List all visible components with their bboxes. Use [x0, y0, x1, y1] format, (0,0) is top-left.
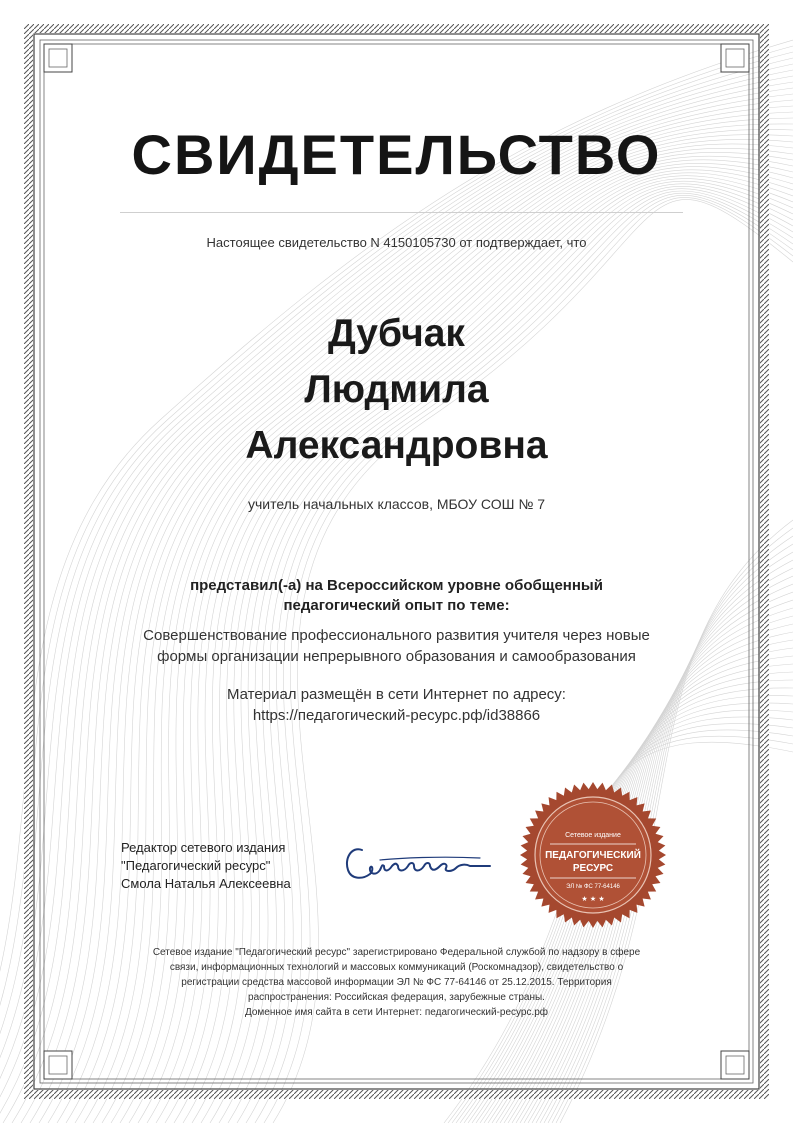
- recipient-first-name: Людмила: [304, 368, 489, 411]
- topic-text: [0, 625, 793, 667]
- topic-line-1: Совершенствование профессионального развития учителя через новые: [143, 627, 650, 644]
- recipient-position: учитель начальных классов, МБОУ СОШ № 7: [247, 496, 546, 512]
- footer-line-4: распространения: Российская федерация, зарубежные страны.: [248, 992, 545, 1003]
- editor-line-2: "Педагогический ресурс": [121, 858, 271, 873]
- title-divider: [120, 212, 683, 213]
- certificate-intro: Настоящее свидетельство N 4150105730 от подтверждает, что: [206, 235, 587, 250]
- footer-line-2: связи, информационных технологий и массовых коммуникаций (Роскомнадзор), свидетельство о: [169, 962, 624, 973]
- presented-line-1: представил(-а) на Всероссийском уровне обобщенный: [190, 577, 603, 594]
- topic-line-2: формы организации непрерывного образования и самообразования: [157, 648, 636, 665]
- recipient-patronymic: Александровна: [245, 424, 548, 467]
- recipient-name: [0, 306, 793, 474]
- editor-signature: [340, 832, 500, 892]
- seal-stars: ★ ★ ★: [581, 895, 605, 903]
- publisher-seal: [518, 780, 668, 930]
- seal-main-line-1: ПЕДАГОГИЧЕСКИЙ: [545, 850, 641, 861]
- certificate-title: СВИДЕТЕЛЬСТВО: [131, 123, 662, 186]
- footer-line-1: Сетевое издание "Педагогический ресурс" зарегистрировано Федеральной службой по надзору в сфере: [152, 947, 641, 958]
- material-line-1: Материал размещён в сети Интернет по адресу:: [227, 686, 566, 703]
- recipient-surname: Дубчак: [328, 312, 465, 355]
- footer-line-5: Доменное имя сайта в сети Интернет: педагогический-ресурс.рф: [244, 1007, 549, 1018]
- presented-line-2: педагогический опыт по теме:: [283, 597, 510, 614]
- editor-block: [121, 839, 351, 893]
- footer-line-3: регистрации средства массовой информации ЭЛ № ФС 77-64146 от 25.12.2015. Территория: [181, 977, 612, 988]
- editor-line-1: Редактор сетевого издания: [121, 840, 286, 855]
- registration-footer: [110, 945, 683, 1020]
- editor-line-3: Смола Наталья Алексеевна: [121, 876, 291, 891]
- seal-reg-text: ЭЛ № ФС 77-64146: [566, 884, 620, 890]
- material-url: https://педагогический-ресурс.рф/id38866: [252, 707, 541, 724]
- seal-main-line-2: РЕСУРС: [572, 863, 614, 874]
- material-info: [0, 684, 793, 726]
- presented-statement: [0, 576, 793, 616]
- seal-top-text: Сетевое издание: [565, 832, 621, 839]
